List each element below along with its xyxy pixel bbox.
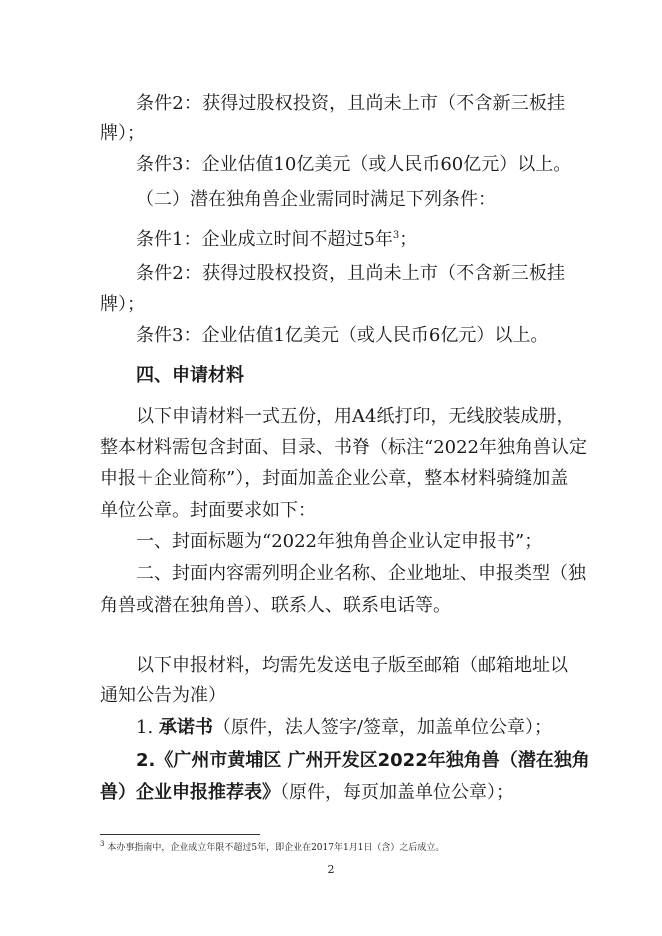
list-item xyxy=(100,780,565,806)
text-line: 通知公告为准） xyxy=(100,685,226,706)
text-line: 角兽或潜在独角兽）、联系人、联系电话等。 xyxy=(100,595,451,616)
text-line: 以下申报材料，均需先发送电子版至邮箱（邮箱地址以 xyxy=(136,655,568,676)
text-run: ； xyxy=(399,229,418,250)
text-line xyxy=(136,227,565,253)
list-item xyxy=(136,715,565,741)
list-item-title: 承诺书 xyxy=(158,717,213,738)
section-heading: 四、申请材料 xyxy=(136,365,244,386)
text-line: 条件2：获得过股权投资，且尚未上市（不含新三板挂 xyxy=(136,263,565,284)
footnote-divider xyxy=(100,834,260,835)
footnote-text: 本办事指南中，企业成立年限不超过5年，即企业在2017年1月1日（含）之后成立。 xyxy=(107,843,445,853)
section-subheading: （二）潜在独角兽企业需同时满足下列条件： xyxy=(136,189,496,210)
list-number: 1. xyxy=(136,717,159,738)
list-item-title: 兽）企业申报推荐表》 xyxy=(100,782,280,803)
text-line: 单位公章。封面要求如下： xyxy=(100,500,316,521)
text-line: 一、封面标题为“2022年独角兽企业认定申报书”； xyxy=(136,531,543,552)
text-line: 牌）； xyxy=(100,294,145,315)
list-item-note: （原件，法人签字/签章，加盖单位公章）； xyxy=(212,717,552,738)
text-line: 以下申请材料一式五份，用A4纸打印，无线胶装成册， xyxy=(136,406,575,427)
text-line: 整本材料需包含封面、目录、书脊（标注“2022年独角兽认定 xyxy=(100,437,588,458)
text-line: 二、封面内容需列明企业名称、企业地址、申报类型（独 xyxy=(136,563,586,584)
footnote-reference: 3 xyxy=(392,230,400,241)
text-run: 条件1：企业成立时间不超过5年 xyxy=(136,229,393,250)
footnote-mark: 3 xyxy=(100,840,105,848)
text-line: 条件3：企业估值10亿美元（或人民币60亿元）以上。 xyxy=(136,154,572,175)
text-line: 条件2：获得过股权投资，且尚未上市（不含新三板挂 xyxy=(136,93,565,114)
footnote xyxy=(100,842,444,854)
text-line: 牌）； xyxy=(100,123,145,144)
text-line: 申报＋企业简称”），封面加盖企业公章，整本材料骑缝加盖 xyxy=(100,468,569,489)
list-item-note: （原件，每页加盖单位公章）； xyxy=(280,782,514,803)
text-line: 条件3：企业估值1亿美元（或人民币6亿元）以上。 xyxy=(136,325,549,346)
page-number: 2 xyxy=(327,863,335,876)
list-item-title: 2.《广州市黄埔区 广州开发区2022年独角兽（潜在独角 xyxy=(136,750,590,771)
